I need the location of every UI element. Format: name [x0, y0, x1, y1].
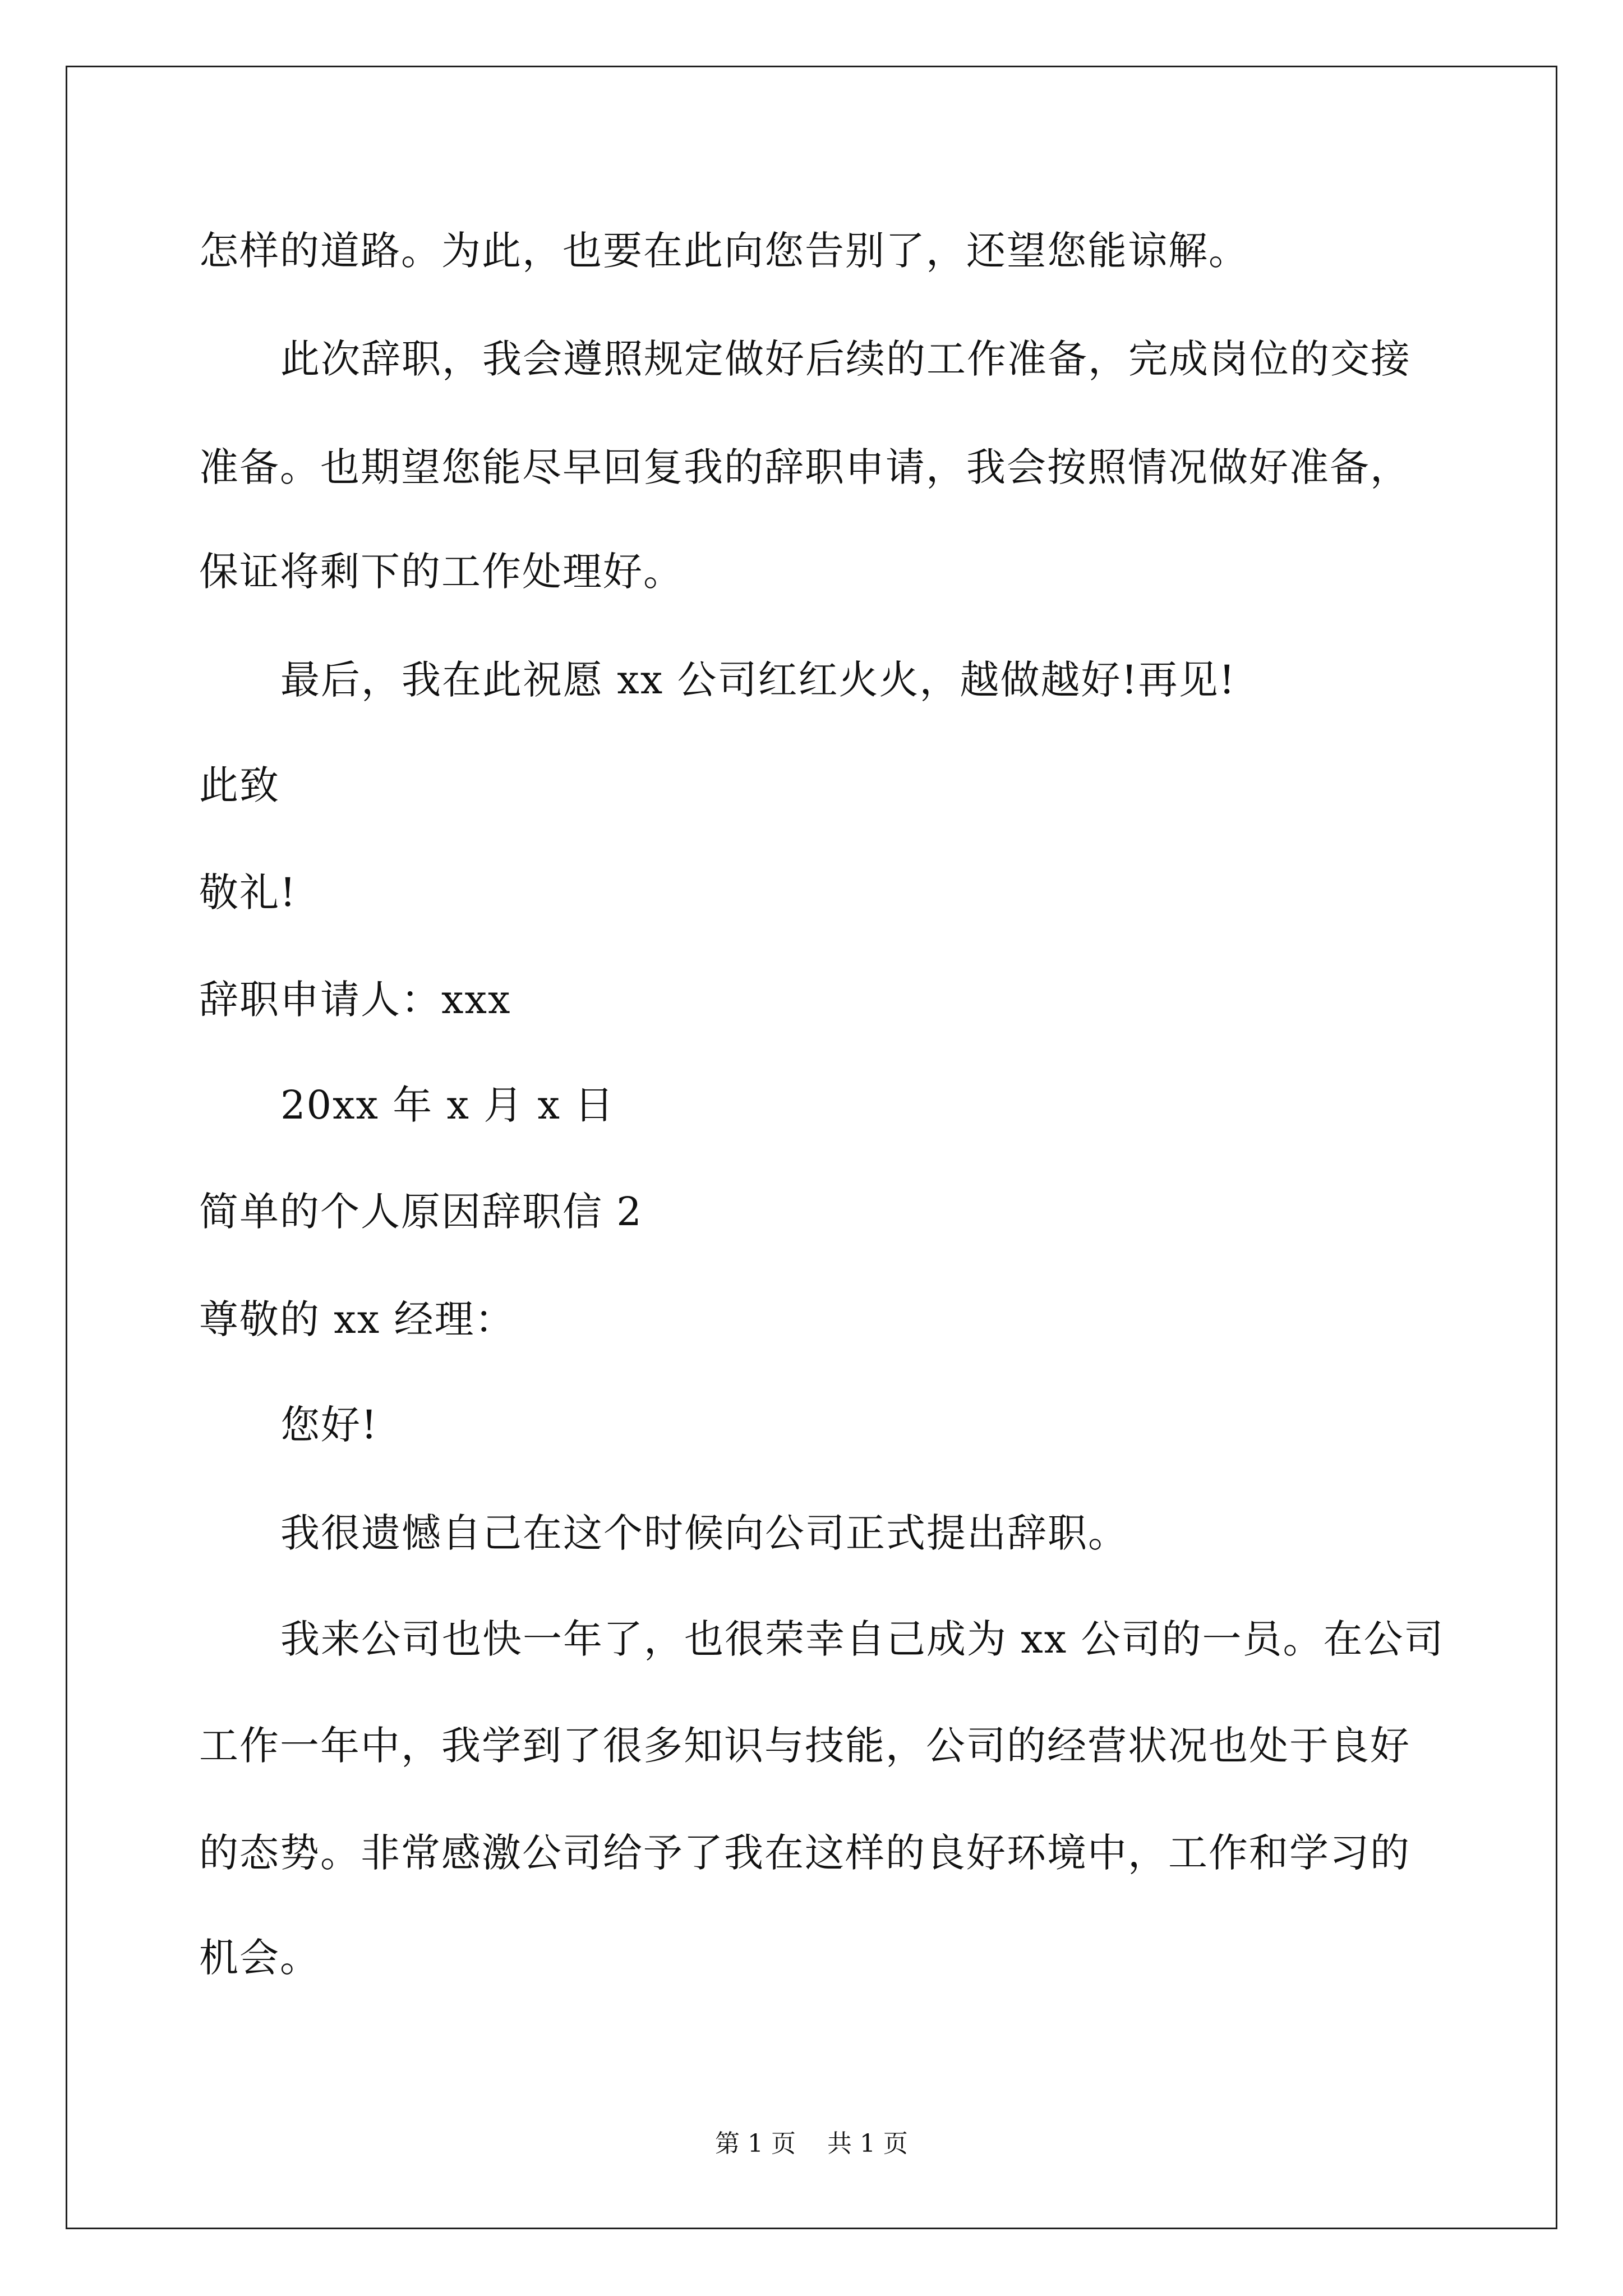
page-footer: 第 1 页 共 1 页 [715, 2129, 908, 2158]
text-line-7: 敬礼! [199, 869, 297, 915]
text-line-3: 准备。也期望您能尽早回复我的辞职申请，我会按照情况做好准备， [199, 444, 1410, 490]
text-line-1: 怎样的道路。为此，也要在此向您告别了，还望您能谅解。 [199, 228, 1249, 274]
text-line-16: 的态势。非常感激公司给予了我在这样的良好环境中，工作和学习的 [199, 1830, 1410, 1876]
text-line-9: 20xx 年 x 月 x 日 [280, 1082, 615, 1128]
text-line-14: 我来公司也快一年了，也很荣幸自己成为 xx 公司的一员。在公司 [280, 1616, 1445, 1662]
page-border [66, 66, 1557, 2229]
text-line-15: 工作一年中，我学到了很多知识与技能，公司的经营状况也处于良好 [199, 1723, 1410, 1769]
text-line-6: 此致 [199, 762, 280, 808]
text-line-4: 保证将剩下的工作处理好。 [199, 549, 684, 595]
text-line-2: 此次辞职，我会遵照规定做好后续的工作准备，完成岗位的交接 [280, 336, 1411, 382]
text-line-12: 您好! [280, 1402, 379, 1448]
text-line-10: 简单的个人原因辞职信 2 [199, 1189, 643, 1235]
text-line-11: 尊敬的 xx 经理： [199, 1296, 515, 1342]
text-line-8: 辞职申请人：xxx [199, 977, 511, 1023]
text-line-13: 我很遗憾自己在这个时候向公司正式提出辞职。 [280, 1510, 1128, 1556]
text-line-17: 机会。 [199, 1935, 320, 1981]
text-line-5: 最后，我在此祝愿 xx 公司红红火火，越做越好!再见! [280, 657, 1236, 703]
